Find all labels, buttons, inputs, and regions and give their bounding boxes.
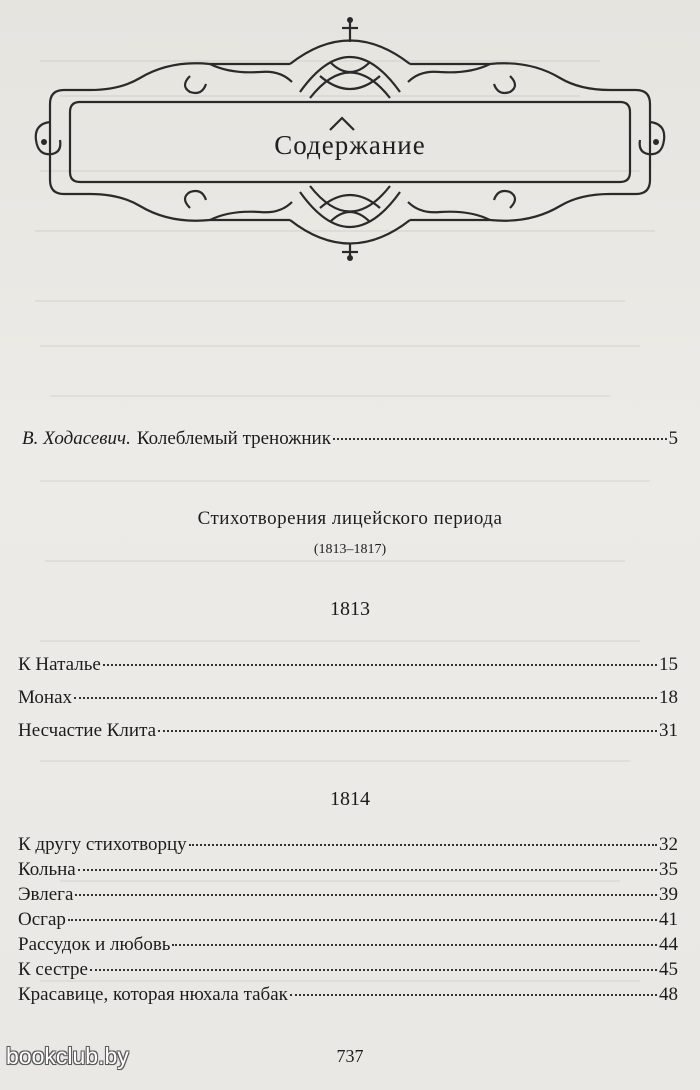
- toc-entry[interactable]: [18, 982, 678, 1007]
- toc-entry[interactable]: [18, 832, 678, 857]
- section-title: Стихотворения лицейского периода: [197, 508, 503, 529]
- toc-entry-page: 45: [659, 959, 678, 980]
- toc-entry[interactable]: [18, 957, 678, 982]
- intro-author: В. Ходасевич.: [22, 428, 131, 449]
- dot-leader: [189, 844, 657, 846]
- toc-entry-page: 15: [659, 654, 678, 675]
- dot-leader: [90, 969, 657, 971]
- toc-entry-title: Красавице, которая нюхала табак: [18, 984, 288, 1005]
- site-watermark: bookclub.by: [6, 1043, 129, 1069]
- dot-leader: [333, 438, 667, 440]
- section-years: (1813–1817): [313, 542, 387, 557]
- dot-leader: [290, 994, 657, 996]
- toc-entry-title: Осгар: [18, 909, 66, 930]
- toc-entry-title: Кольна: [18, 859, 76, 880]
- dot-leader: [68, 919, 657, 921]
- toc-entry[interactable]: [18, 882, 678, 907]
- toc-list-1813: [18, 648, 678, 747]
- toc-entry-page: 44: [659, 934, 678, 955]
- page-number: 737: [336, 1046, 364, 1066]
- toc-entry-title: Рассудок и любовь: [18, 934, 171, 955]
- toc-entry[interactable]: [18, 648, 678, 681]
- dot-leader: [103, 664, 657, 666]
- toc-entry[interactable]: [18, 907, 678, 932]
- toc-entry-title: Монах: [18, 687, 73, 708]
- toc-entry[interactable]: [18, 714, 678, 747]
- toc-entry-title: Несчастие Клита: [18, 720, 157, 741]
- year-heading: 1813: [330, 598, 370, 620]
- dot-leader: [158, 730, 657, 732]
- dot-leader: [78, 869, 657, 871]
- dot-leader: [172, 944, 657, 946]
- intro-page: 5: [668, 428, 678, 449]
- toc-entry-page: 41: [659, 909, 678, 930]
- intro-entry: [22, 428, 678, 450]
- toc-entry-page: 39: [659, 884, 678, 905]
- toc-entry[interactable]: [18, 857, 678, 882]
- toc-entry-title: К сестре: [18, 959, 88, 980]
- toc-entry[interactable]: [18, 932, 678, 957]
- dot-leader: [75, 894, 657, 896]
- toc-entry-page: 32: [659, 834, 678, 855]
- contents-header: [30, 12, 670, 262]
- toc-list-1814: [18, 832, 678, 1007]
- contents-title: Содержание: [274, 130, 426, 160]
- toc-entry-page: 35: [659, 859, 678, 880]
- year-heading: 1814: [330, 788, 370, 810]
- toc-entry-title: Эвлега: [18, 884, 74, 905]
- toc-entry-page: 18: [659, 687, 678, 708]
- toc-entry-page: 31: [659, 720, 678, 741]
- toc-entry-title: К Наталье: [18, 654, 101, 675]
- dot-leader: [74, 697, 657, 699]
- toc-entry-page: 48: [659, 984, 678, 1005]
- toc-entry[interactable]: [18, 681, 678, 714]
- toc-entry-title: К другу стихотворцу: [18, 834, 187, 855]
- intro-title: Колеблемый треножник: [136, 428, 331, 449]
